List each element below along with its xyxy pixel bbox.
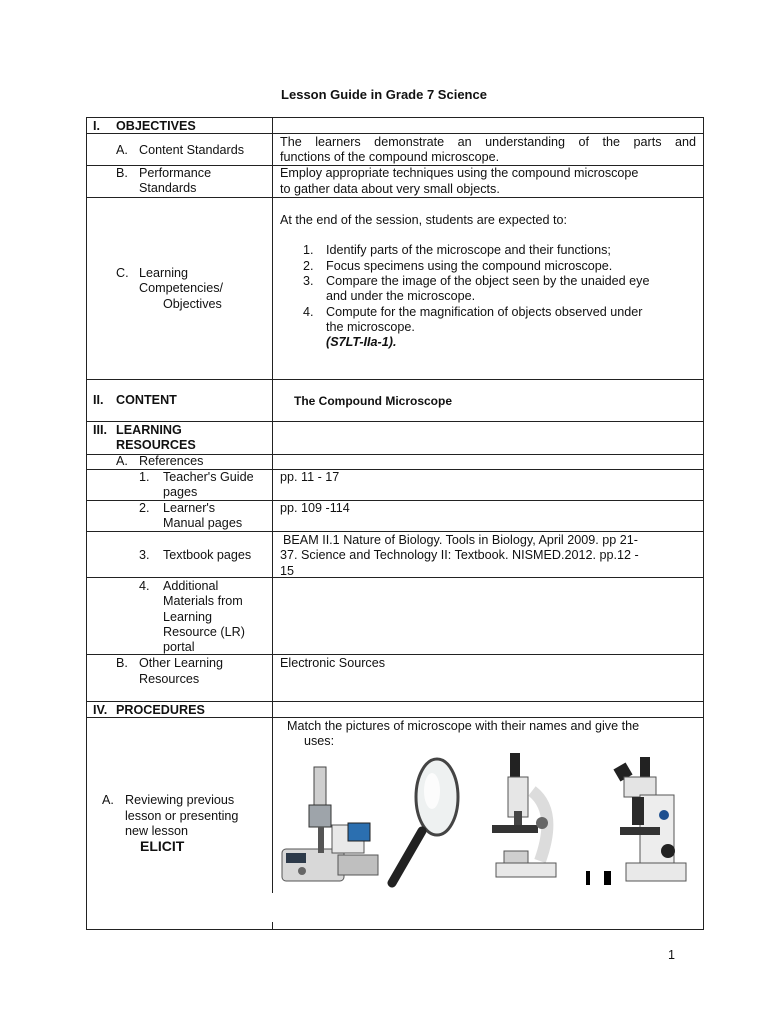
section-number: I. xyxy=(93,119,100,133)
stereo-microscope-image xyxy=(278,765,382,887)
list-item-number: 4. xyxy=(139,579,150,593)
list-item-number: 1. xyxy=(303,243,314,257)
column-divider-bottom xyxy=(272,922,273,930)
instruction-line2: uses: xyxy=(304,734,335,748)
competency-code: (S7LT-IIa-1). xyxy=(326,335,397,349)
row-label-teachers-guide: Teacher's Guide xyxy=(163,470,254,484)
answer-bar xyxy=(604,871,611,885)
row-label-reviewing: Reviewing previous xyxy=(125,793,235,807)
magnifying-glass-image xyxy=(386,757,462,889)
row-line xyxy=(86,577,704,578)
performance-standards-line1: Employ appropriate techniques using the compound microscope xyxy=(280,166,639,180)
row-label-learning: Learning xyxy=(139,266,189,280)
teachers-guide-value: pp. 11 - 17 xyxy=(280,470,340,484)
list-item: Identify parts of the microscope and their functions; xyxy=(326,243,611,257)
table-border-bottom xyxy=(86,929,704,930)
section-heading-objectives: OBJECTIVES xyxy=(116,119,196,133)
content-standards-line1: The learners demonstrate an understanding of the parts and xyxy=(280,135,696,149)
performance-standards-line2: to gather data about very small objects. xyxy=(280,182,500,196)
row-label-additional: Additional xyxy=(163,579,219,593)
row-label-portal: portal xyxy=(163,640,195,654)
list-item-number: 2. xyxy=(303,259,314,273)
row-label-lesson-presenting: lesson or presenting xyxy=(125,809,239,823)
item-letter: B. xyxy=(116,166,128,180)
learners-manual-value: pp. 109 -114 xyxy=(280,501,350,515)
row-label-references: References xyxy=(139,454,204,468)
textbook-line3: 15 xyxy=(280,564,295,578)
row-label-other-learning: Other Learning xyxy=(139,656,224,670)
answer-bar xyxy=(586,871,590,885)
row-label-textbook-pages: Textbook pages xyxy=(163,548,252,562)
section-heading-learning: LEARNING xyxy=(116,423,182,437)
list-item-number: 4. xyxy=(303,305,314,319)
lesson-table xyxy=(86,117,704,930)
compound-microscope-image xyxy=(488,751,564,883)
list-item: Compare the image of the object seen by the unaided eye xyxy=(326,274,650,288)
list-item-continuation: and under the microscope. xyxy=(326,289,476,303)
row-label-learning: Learning xyxy=(163,610,213,624)
row-label-resources: Resources xyxy=(139,672,200,686)
competencies-intro: At the end of the session, students are expected to: xyxy=(280,213,568,227)
row-line xyxy=(86,379,704,380)
row-line xyxy=(86,421,704,422)
textbook-line2: 37. Science and Technology II: Textbook. NISMED.2012. pp.12 - xyxy=(280,548,639,562)
item-letter: B. xyxy=(116,656,128,670)
table-border-left xyxy=(86,117,87,930)
table-border-top xyxy=(86,117,704,118)
other-resources-value: Electronic Sources xyxy=(280,656,385,670)
list-item-number: 1. xyxy=(139,470,150,484)
list-item: Focus specimens using the compound microscope. xyxy=(326,259,613,273)
table-border-right xyxy=(703,117,704,930)
row-label-new-lesson: new lesson xyxy=(125,824,189,838)
row-label-standards: Standards xyxy=(139,181,197,195)
item-letter: A. xyxy=(116,454,128,468)
textbook-line1: BEAM II.1 Nature of Biology. Tools in Biology, April 2009. pp 21- xyxy=(283,533,638,547)
section-number: II. xyxy=(93,393,104,407)
instruction-line1: Match the pictures of microscope with their names and give the xyxy=(287,719,640,733)
section-heading-content: CONTENT xyxy=(116,393,177,407)
item-letter: A. xyxy=(116,143,128,157)
row-label-materials: Materials from xyxy=(163,594,243,608)
item-letter: A. xyxy=(102,793,114,807)
page-number: 1 xyxy=(668,948,676,962)
row-label-competencies: Competencies/ xyxy=(139,281,223,295)
row-label-performance: Performance xyxy=(139,166,212,180)
row-label-content-standards: Content Standards xyxy=(139,143,245,157)
section-number: III. xyxy=(93,423,107,437)
elicit-tag: ELICIT xyxy=(140,838,185,854)
section-number: IV. xyxy=(93,703,108,717)
trinocular-microscope-image xyxy=(606,755,696,885)
document-title: Lesson Guide in Grade 7 Science xyxy=(281,87,487,102)
row-label-manual-pages: Manual pages xyxy=(163,516,243,530)
row-line xyxy=(86,701,704,702)
column-divider xyxy=(272,117,273,893)
section-heading-procedures: PROCEDURES xyxy=(116,703,205,717)
list-item-number: 3. xyxy=(139,548,150,562)
item-letter: C. xyxy=(116,266,129,280)
row-label-pages: pages xyxy=(163,485,198,499)
row-label-resource-lr: Resource (LR) xyxy=(163,625,245,639)
list-item-number: 3. xyxy=(303,274,314,288)
content-value: The Compound Microscope xyxy=(294,394,453,408)
list-item-continuation: the microscope. xyxy=(326,320,415,334)
content-standards-line2: functions of the compound microscope. xyxy=(280,150,500,164)
row-label-learners: Learner's xyxy=(163,501,216,515)
list-item-number: 2. xyxy=(139,501,150,515)
list-item: Compute for the magnification of objects observed under xyxy=(326,305,643,319)
row-label-objectives: Objectives xyxy=(163,297,222,311)
section-heading-resources: RESOURCES xyxy=(116,438,196,452)
